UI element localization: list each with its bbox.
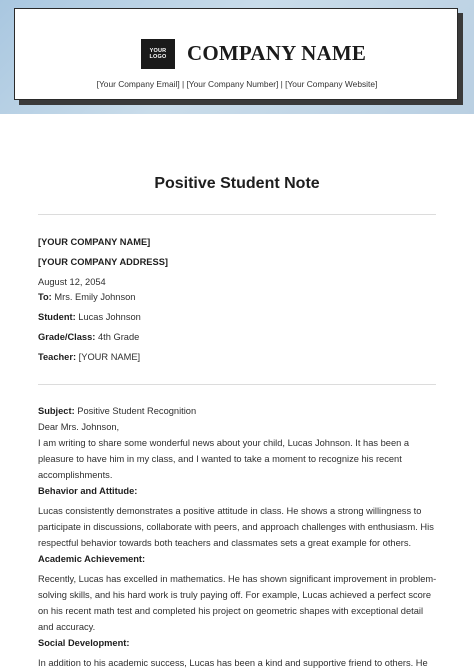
info-date: August 12, 2054	[38, 277, 106, 287]
subject-line	[38, 403, 438, 419]
company-name: COMPANY NAME	[187, 41, 367, 65]
to-label: To:	[38, 292, 52, 302]
behavior-paragraph: Lucas consistently demonstrates a positive attitude in class. He shows a strong willingness to participate in discussions, collaborate with peers, and approach challenges with enthusiasm. His respectful behavior towards both teachers and classmates sets a great example for others.	[38, 506, 434, 548]
info-student	[38, 312, 141, 322]
grade-value: 4th Grade	[97, 332, 140, 342]
divider-top	[38, 214, 436, 215]
teacher-value: [YOUR NAME]	[78, 352, 141, 362]
document-title: Positive Student Note	[154, 175, 320, 192]
letterhead-card	[14, 8, 458, 100]
info-company-name: [YOUR COMPANY NAME]	[38, 237, 151, 247]
info-company-address: [YOUR COMPANY ADDRESS]	[38, 257, 168, 267]
academic-heading: Academic Achievement:	[38, 554, 146, 564]
info-teacher	[38, 352, 140, 362]
student-label: Student:	[38, 312, 76, 322]
behavior-heading: Behavior and Attitude:	[38, 486, 138, 496]
social-paragraph: In addition to his academic success, Lucas has been a kind and supportive friend to others. He	[38, 658, 428, 668]
info-to	[38, 292, 135, 302]
company-logo: YOUR LOGO	[141, 39, 175, 69]
social-heading: Social Development:	[38, 638, 130, 648]
greeting: Dear Mrs. Johnson,	[38, 422, 120, 432]
academic-paragraph: Recently, Lucas has excelled in mathematics. He has shown significant improvement in problem-solving skills, and his hard work is truly paying off. For example, Lucas achieved a perfect score on his recent math test and completed his project on geometric shapes with exceptional detail and accuracy.	[38, 574, 437, 632]
subject-value: Positive Student Recognition	[77, 406, 197, 416]
letter-body	[38, 403, 438, 671]
divider-middle	[38, 384, 436, 385]
intro-paragraph: I am writing to share some wonderful news about your child, Lucas Johnson. It has been a pleasure to have him in my class, and I wanted to take a moment to recognize his recent accomplishments.	[38, 438, 410, 480]
teacher-label: Teacher:	[38, 352, 77, 362]
subject-label: Subject:	[38, 406, 75, 416]
contact-line: [Your Company Email] | [Your Company Number] | [Your Company Website]	[96, 79, 378, 89]
to-value: Mrs. Emily Johnson	[54, 292, 136, 302]
grade-label: Grade/Class:	[38, 332, 96, 342]
student-value: Lucas Johnson	[78, 312, 141, 322]
info-grade	[38, 332, 139, 342]
